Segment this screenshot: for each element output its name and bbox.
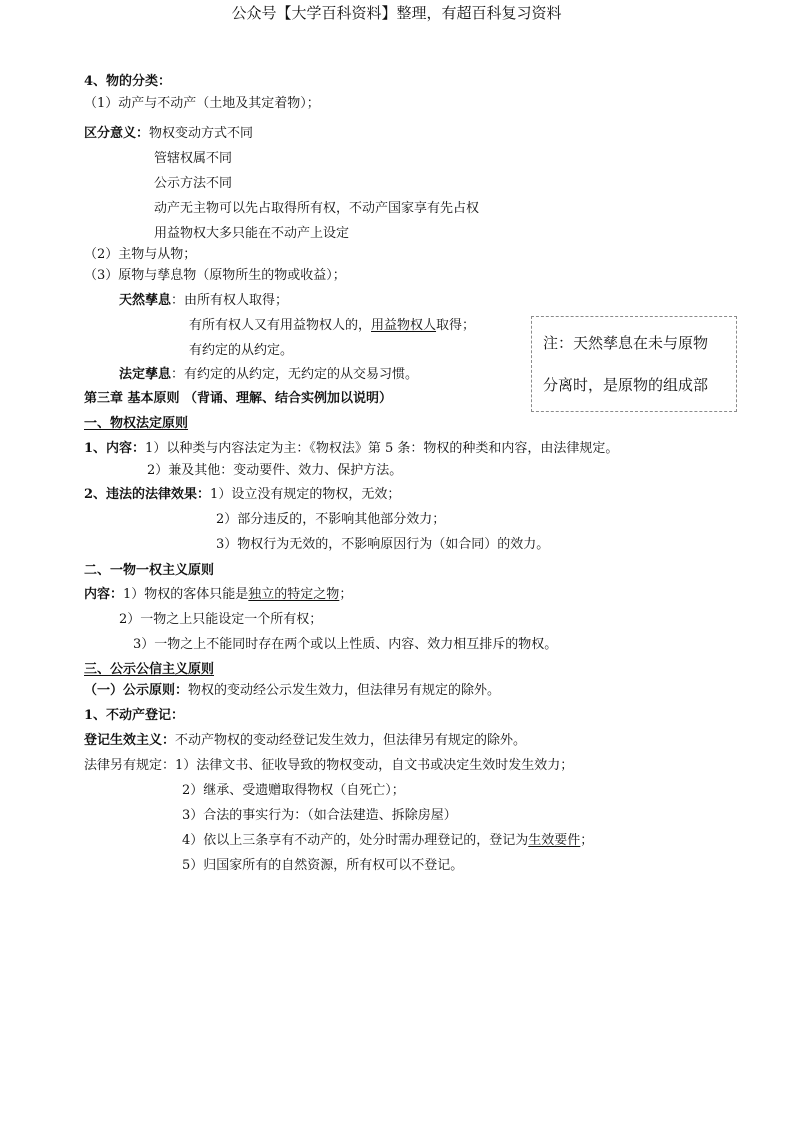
principle-2-content-3: 3）一物之上不能同时存在两个或以上性质、内容、效力相互排斥的物权。 (133, 637, 558, 652)
principle-1-effect-3: 3）物权行为无效的，不影响原因行为（如合同）的效力。 (216, 537, 550, 552)
significance-text-2: 管辖权属不同 (154, 151, 233, 166)
natural-fruit-text-1: ：由所有权人取得； (171, 293, 289, 308)
exception-4a: 4）依以上三条享有不动产的，处分时需办理登记的，登记为 (182, 833, 529, 848)
significance-line-1 (84, 125, 253, 143)
publicity-principle-label: （一）公示原则： (84, 683, 189, 698)
effective-requirement-term: 生效要件 (528, 833, 581, 848)
principle-1-effect-1: 1）设立没有规定的物权，无效； (210, 487, 401, 502)
exception-2: 2）继承、受遗赠取得物权（自死亡）； (182, 783, 405, 798)
principle-2-content-1b: ； (339, 587, 353, 602)
note-line-2: 分离时，是原物的组成部 (543, 376, 709, 394)
page-header: 公众号【大学百科资料】整理，有超百科复习资料 (231, 4, 562, 22)
publicity-principle-line (84, 682, 500, 700)
natural-fruit-line-3: 有约定的从约定。 (189, 343, 294, 358)
exception-line-4 (182, 832, 593, 850)
natural-fruit-label: 天然孳息 (119, 293, 172, 308)
publicity-principle-text: 物权的变动经公示发生效力，但法律另有规定的除外。 (188, 683, 501, 698)
natural-fruit-line-1 (119, 292, 288, 310)
classification-item-3: （3）原物与孳息物（原物所生的物或收益）； (84, 268, 346, 283)
exception-5: 5）归国家所有的自然资源，所有权可以不登记。 (182, 858, 464, 873)
independent-specific-thing-term: 独立的特定之物 (248, 587, 340, 602)
principle-1-effect-2: 2）部分违反的，不影响其他部分效力； (216, 512, 446, 527)
principle-2-title: 二、一物一权主义原则 (84, 563, 215, 578)
principle-2-content-2: 2）一物之上只能设定一个所有权； (119, 612, 323, 627)
exception-label: 法律另有规定： (84, 758, 176, 773)
exception-1: 1）法律文书、征收导致的物权变动，自文书或决定生效时发生效力； (175, 758, 574, 773)
principle-1-content-line-1 (84, 440, 618, 458)
natural-fruit-text-2a: 有所有权人又有用益物权人的， (189, 318, 372, 333)
significance-label: 区分意义： (84, 126, 150, 141)
natural-fruit-line-2 (189, 317, 475, 335)
usufruct-holder-term: 用益物权人 (371, 318, 437, 333)
legal-fruit-line (119, 366, 418, 384)
immovable-registration-title: 1、不动产登记： (84, 708, 185, 723)
significance-text-4: 动产无主物可以先占取得所有权，不动产国家享有先占权 (154, 201, 480, 216)
legal-fruit-text: ：有约定的从约定，无约定的从交易习惯。 (171, 367, 419, 382)
exception-4b: ； (580, 833, 594, 848)
significance-text-1: 物权变动方式不同 (149, 126, 254, 141)
significance-text-5: 用益物权大多只能在不动产上设定 (154, 226, 350, 241)
principle-2-content-label: 内容： (84, 587, 124, 602)
exception-3: 3）合法的事实行为：（如合法建造、拆除房屋） (182, 808, 457, 823)
principle-1-effect-line-1 (84, 486, 400, 504)
registration-effect-label: 登记生效主义： (84, 733, 176, 748)
note-line-1: 注：天然孳息在未与原物 (543, 334, 709, 352)
note-box (531, 316, 737, 412)
principle-2-content-line-1 (84, 586, 352, 604)
principle-3-title: 三、公示公信主义原则 (84, 662, 215, 677)
principle-1-effect-label: 2、违法的法律效果： (84, 487, 211, 502)
classification-item-2: （2）主物与从物； (84, 247, 197, 262)
principle-1-title: 一、物权法定原则 (84, 416, 189, 431)
legal-fruit-label: 法定孳息 (119, 367, 172, 382)
chapter-title: 第三章 基本原则 （背诵、理解、结合实例加以说明） (84, 391, 393, 406)
exception-line-1 (84, 757, 573, 775)
principle-1-content-label: 1、内容： (84, 441, 146, 456)
principle-1-content-2: 2）兼及其他：变动要件、效力、保护方法。 (147, 463, 403, 478)
registration-effect-line (84, 732, 526, 750)
section-title-classification: 4、物的分类： (84, 74, 172, 89)
significance-text-3: 公示方法不同 (154, 176, 233, 191)
principle-1-content-1: 1）以种类与内容法定为主：《物权法》第 5 条：物权的种类和内容，由法律规定。 (145, 441, 619, 456)
registration-effect-text: 不动产物权的变动经登记发生效力，但法律另有规定的除外。 (175, 733, 527, 748)
principle-2-content-1a: 1）物权的客体只能是 (123, 587, 249, 602)
classification-item-1: （1）动产与不动产（土地及其定着物）； (84, 96, 320, 111)
natural-fruit-text-2b: 取得； (436, 318, 476, 333)
